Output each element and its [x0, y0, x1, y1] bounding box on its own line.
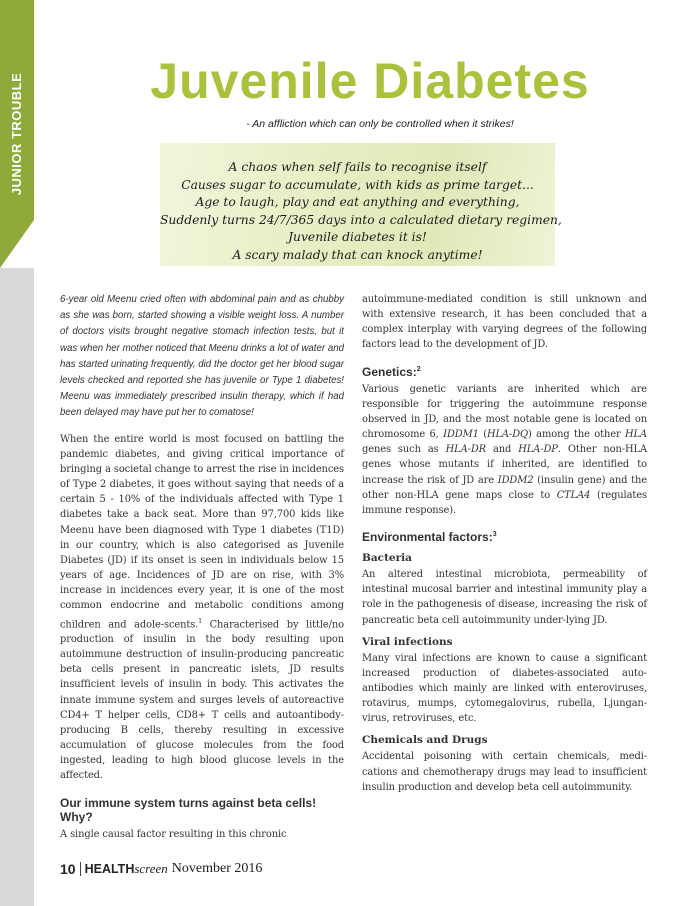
viral-paragraph: Many viral infections are known to cause a significant increased production of diabetes-associated auto-antibodies which mainly are linked with enteroviruses, rotavirus, mumps, cytomegalovirus, rubella, Ljungan-virus, retroviruses, etc.	[362, 652, 647, 725]
footnote-ref: 1	[198, 617, 202, 625]
body-text-segment: (insulin gene) and the other non-HLA gene maps close to	[362, 474, 647, 501]
poem-line: Age to laugh, play and eat anything and everything,	[195, 195, 520, 209]
gene-name: CTLA4	[556, 489, 591, 501]
heading-text: Genetics:	[362, 364, 417, 379]
bacteria-paragraph: An altered intestinal microbiota, permeability of intestinal mucosal barrier and intestinal immunity play a role in the pathogenesis of disease, increasing the risk of pancreatic beta cell autoimmunity under-lying JD.	[362, 569, 647, 626]
body-text-segment: (regulates immune response).	[362, 489, 647, 516]
section-heading-immune: Our immune system turns against beta cells! Why?	[60, 795, 317, 824]
intro-paragraph: 6-year old Meenu cried often with abdominal pain and as chubby as she was born, started showing a visible weight loss. A number of doctors visits brought negative stomach infection tests, but it was when her mother noticed that Meenu drinks a lot of water and has started urinating frequently, did the doctor get her blood sugar levels checked and reported she has juvenile or Type 1 diabetes! Meenu was immediately prescribed insulin therapy, which if had been delayed may have put her to comatose!	[60, 294, 344, 419]
left-column	[60, 292, 344, 842]
article-title: Juvenile Diabetes	[150, 53, 590, 109]
body-text-segment: Various genetic variants are inherited which are responsible for triggering the autoimmune response observed in JD, and the most notable gene is located on chromosome 6,	[362, 383, 647, 441]
body-paragraph	[60, 432, 344, 784]
subheading-bacteria: Bacteria	[362, 552, 412, 565]
body-text-segment: and	[485, 444, 519, 456]
section-tab-point	[0, 220, 34, 268]
poem-line: A scary malady that can knock anytime!	[232, 247, 483, 262]
right-column	[362, 292, 647, 795]
body-text-segment: (	[478, 429, 487, 441]
footnote-ref: 2	[416, 365, 421, 373]
body-text-segment: . Other non-HLA genes whose mutants if inherited, are identified to increase the risk of JD are	[362, 444, 647, 486]
poem-line: Juvenile diabetes it is!	[288, 230, 427, 244]
body-text-segment: When the entire world is most focused on battling the pandemic diabetes, and giving critical importance of bringing a societal change to arrest the rise in incidences of Type 2 diabetes, it goes without saying that needs of a certain 5 - 10% of the individuals affected with Type 1 diabetes take a back seat. More than 97,700 kids like Meenu have been diagnosed with Type 1 diabetes (T1D) in our country, which is also categorised as Juvenile Diabetes (JD) if its onset is seen in individuals below 15 years of age. Incidences of JD are on rise, with 3% increase in incidences every year, it is one of the most common endocrine and metabolic conditions among children and adole-scents.	[60, 433, 344, 630]
gene-name: HLA	[625, 429, 648, 441]
page-footer	[60, 861, 262, 877]
page-number: 10	[60, 861, 76, 877]
gene-name: HLA-DQ	[486, 429, 529, 441]
genetics-paragraph	[362, 382, 647, 518]
poem-line: Causes sugar to accumulate, with kids as prime target...	[181, 177, 534, 192]
body-text-segment: ) among the other	[528, 429, 625, 441]
gene-name: HLA-DR	[445, 444, 486, 456]
article-subtitle: - An affliction which can only be controlled when it strikes!	[246, 118, 514, 130]
magazine-brand-italic: screen	[134, 861, 168, 876]
magazine-brand-bold: HEALTH	[84, 862, 135, 876]
gene-name: IDDM1	[443, 429, 479, 441]
section-label: JUNIOR TROUBLE	[9, 72, 24, 196]
footer-divider	[80, 862, 81, 876]
footnote-ref: 3	[492, 531, 497, 539]
body-paragraph: autoimmune-mediated condition is still unknown and with extensive research, it has been concluded that a complex interplay with varying degrees of the following factors lead to the development of JD.	[362, 294, 647, 351]
issue-date: November 2016	[171, 861, 263, 876]
gene-name: HLA-DP	[518, 444, 558, 456]
subheading-viral: Viral infections	[362, 635, 453, 648]
body-text-segment: Characterised by little/no production of insulin in the body resulting upon autoimmune destruction of insulin-producing pancreatic beta cells present in pancreatic islets, JD results insufficient levels of insulin in body. This activates the innate immune system and surges levels of autoreactive CD4+ T helper cells, CD8+ T cells and autoantibody-producing B cells, thereby resulting in excessive accumulation of glucose molecules from the food ingested, leading to high blood glucose levels in the affected.	[60, 618, 344, 782]
section-heading-environment	[362, 530, 647, 544]
gene-name: IDDM2	[497, 474, 534, 486]
poem-box	[160, 143, 562, 266]
body-text-segment: genes such as	[362, 444, 446, 456]
heading-text: Environmental factors:	[362, 530, 493, 545]
section-heading-genetics	[362, 365, 647, 379]
poem-line: A chaos when self fails to recognise itself	[228, 160, 487, 174]
poem-line: Suddenly turns 24/7/365 days into a calculated dietary regimen,	[160, 212, 562, 227]
body-paragraph: A single causal factor resulting in this chronic	[60, 828, 287, 840]
chemicals-paragraph: Accidental poisoning with certain chemicals, medi-cations and chemotherapy drugs may lead to insufficient insulin production and develop beta cell autoimmunity.	[362, 751, 647, 793]
subheading-chemicals: Chemicals and Drugs	[362, 734, 488, 747]
